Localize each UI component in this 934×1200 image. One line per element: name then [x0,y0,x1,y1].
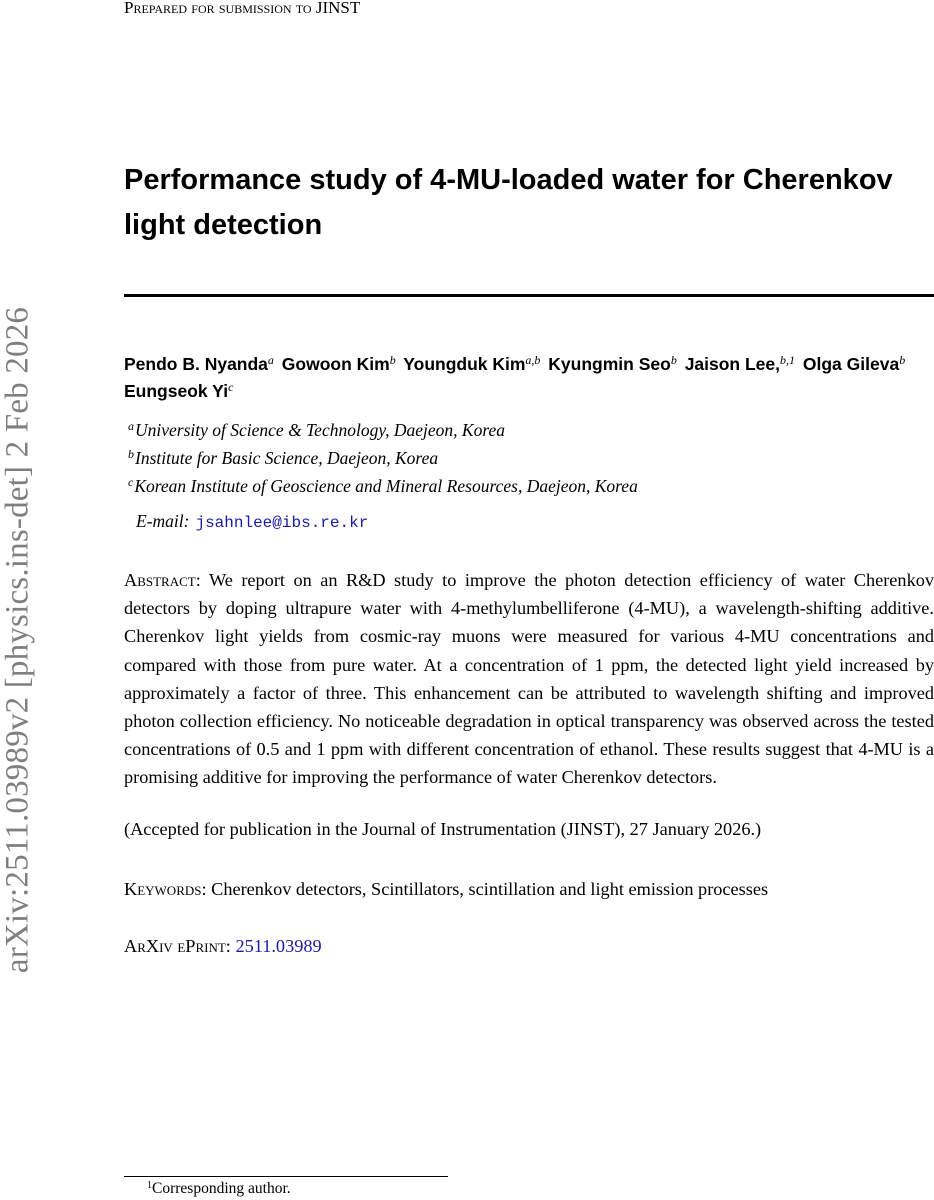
author-affiliation-mark: b,1 [780,353,796,367]
author-affiliation-mark: c [228,380,234,394]
author [403,354,540,374]
author-name: Eungseok Yi [124,381,229,401]
paper-title: Performance study of 4-MU-loaded water for Cherenkov light detection [124,164,893,241]
affiliation [128,444,638,472]
author-affiliation-mark: a,b [525,353,541,367]
affiliation-mark: b [128,447,134,461]
footnote [147,1180,291,1198]
author-name: Youngduk Kim [403,354,526,374]
author-affiliation-mark: b [389,353,396,367]
author [685,354,795,374]
affiliation-text: University of Science & Technology, Daejeon, Korea [135,420,506,440]
email-label: E-mail: [136,511,190,531]
author-affiliation-mark: b [899,353,906,367]
eprint-link[interactable]: 2511.03989 [235,936,322,956]
keywords [124,879,768,900]
affiliation [128,416,638,444]
affiliation-text: Korean Institute of Geoscience and Mineral Resources, Daejeon, Korea [134,476,638,496]
author [548,354,677,374]
abstract-text: We report on an R&D study to improve the photon detection efficiency of water Cherenkov detectors by doping ultrapure water with 4-methylumbelliferone (4-MU), a wavelength-shifting additive. Cherenkov light yields from cosmic-ray muons were measured for various 4-MU concentrations and compared with those from pure water. At a concentration of 1 ppm, the detected light yield increased by approximately a factor of three. This enhancement can be attributed to wavelength shifting and improved photon collection efficiency. No noticeable degradation in optical transparency was observed across the tested concentrations of 0.5 and 1 ppm with different concentration of ethanol. These results suggest that 4-MU is a promising additive for improving the performance of water Cherenkov detectors. [124,570,934,788]
author-affiliation-mark: b [670,353,677,367]
author [124,381,233,401]
footnote-mark: 1 [147,1180,152,1191]
author-name: Pendo B. Nyanda [124,354,268,374]
author-list [124,351,934,405]
journal-header: Prepared for submission to JINST [124,0,361,17]
author-affiliation-mark: a [267,353,274,367]
keywords-label: Keywords: [124,879,207,899]
keywords-text: Cherenkov detectors, Scintillators, scintillation and light emission processes [211,879,769,899]
affiliation-list [128,416,638,500]
abstract [124,566,934,792]
arxiv-identifier-stamp: arXiv:2511.03989v2 [physics.ins-det] 2 Feb 2026 [0,306,36,974]
author-name: Kyungmin Seo [548,354,671,374]
acceptance-note: (Accepted for publication in the Journal of Instrumentation (JINST), 27 January 2026.) [124,819,762,839]
affiliation-mark: a [128,419,134,433]
footnote-rule [124,1176,448,1177]
abstract-label: Abstract: [124,570,201,590]
affiliation [128,472,638,500]
author [282,354,396,374]
author-name: Gowoon Kim [281,354,390,374]
email-link[interactable]: jsahnlee@ibs.re.kr [195,514,369,532]
footnote-text: Corresponding author. [152,1180,291,1197]
author-name: Jaison Lee, [684,354,781,374]
eprint-label: ArXiv ePrint: [124,936,231,956]
contact-email [136,511,368,532]
arxiv-eprint [124,936,322,957]
author [803,354,905,374]
affiliation-mark: c [128,475,134,489]
author-name: Olga Gileva [802,354,900,374]
author [124,354,274,374]
affiliation-text: Institute for Basic Science, Daejeon, Korea [135,448,439,468]
title-rule [124,294,934,297]
